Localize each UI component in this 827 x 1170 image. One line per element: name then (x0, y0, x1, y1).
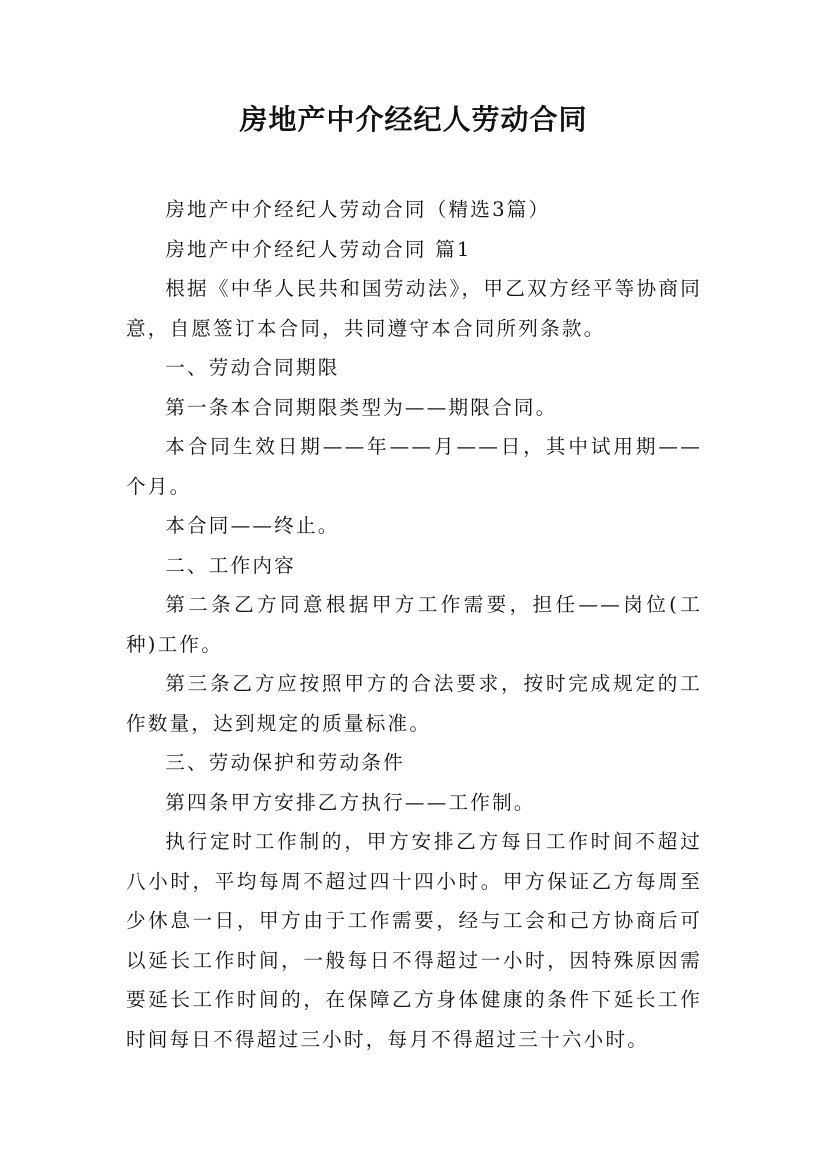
paragraph-article-2: 第二条乙方同意根据甲方工作需要，担任——岗位(工种)工作。 (126, 593, 702, 656)
paragraph-article-1: 第一条本合同期限类型为——期限合同。 (165, 395, 558, 419)
paragraph-preamble: 根据《中华人民共和国劳动法》，甲乙双方经平等协商同意，自愿签订本合同，共同遵守本合同所列条款。 (126, 277, 702, 340)
heading-labor-protection: 三、劳动保护和劳动条件 (165, 751, 405, 774)
paragraph-subtitle: 房地产中介经纪人劳动合同（精选3篇） (165, 198, 551, 221)
paragraph-effective-date: 本合同生效日期——年——月——日，其中试用期——个月。 (126, 435, 702, 498)
paragraph-article-4: 第四条甲方安排乙方执行——工作制。 (165, 790, 536, 814)
paragraph-working-hours: 执行定时工作制的，甲方安排乙方每日工作时间不超过八小时，平均每周不超过四十四小时。甲方保证乙方每周至少休息一日，甲方由于工作需要，经与工会和己方协商后可以延长工作时间，一般每日不得超过一小时，因特殊原因需要延长工作时间的，在保障乙方身体健康的条件下延长工作时间每日不得超过三小时，每月不得超过三十六小时。 (126, 830, 702, 1051)
heading-work-content: 二、工作内容 (165, 553, 296, 577)
heading-contract-term: 一、劳动合同期限 (165, 356, 340, 379)
document-title: 房地产中介经纪人劳动合同 (239, 103, 588, 136)
paragraph-article-3: 第三条乙方应按照甲方的合法要求，按时完成规定的工作数量，达到规定的质量标准。 (126, 672, 702, 735)
document-body (126, 190, 702, 1059)
paragraph-termination: 本合同——终止。 (165, 514, 340, 537)
paragraph-section-heading: 房地产中介经纪人劳动合同 篇1 (165, 237, 472, 261)
